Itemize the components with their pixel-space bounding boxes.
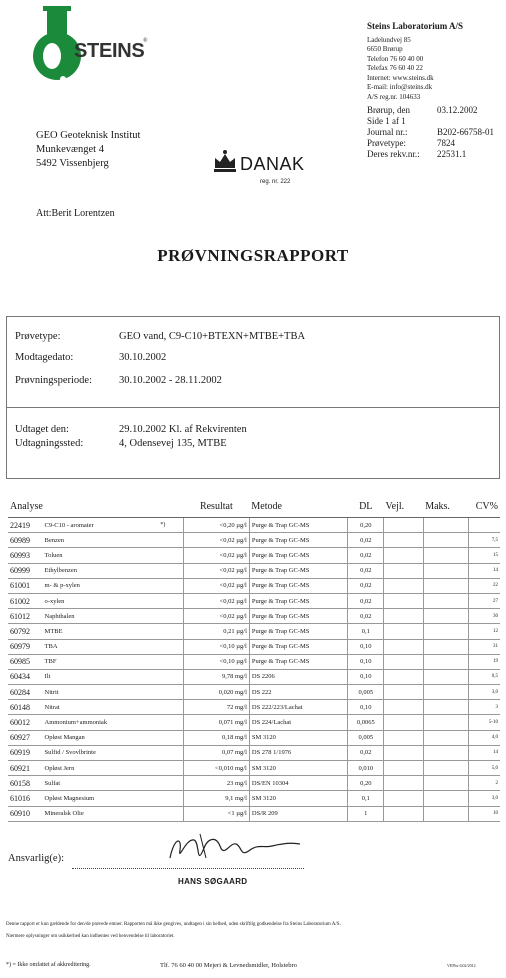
analysis-note — [158, 654, 183, 669]
brand-registered-mark: ® — [143, 38, 148, 44]
maks-value — [423, 700, 469, 715]
maks-value — [423, 730, 469, 745]
analysis-name: Opløst Mangan — [43, 730, 159, 745]
analysis-number: 60921 — [8, 761, 43, 776]
footer-contact: Tlf. 76 60 40 00 Mejeri & Levnedsmidler, Holstebro — [160, 962, 297, 969]
sampled-date-label: Udtaget den: — [15, 424, 69, 435]
table-row — [8, 806, 500, 821]
table-row — [8, 715, 500, 730]
maks-value — [423, 518, 469, 533]
table-row — [8, 791, 500, 806]
footer-accreditation-note: *) = Ikke omfattet af akkreditering. — [6, 962, 91, 968]
analysis-name: Ammonium+ammoniak — [43, 715, 159, 730]
dl-value: 1 — [348, 806, 384, 821]
result-value: 0,21 µg/l — [183, 624, 249, 639]
analysis-number: 60979 — [8, 639, 43, 654]
vejl-value — [384, 730, 424, 745]
attention-line: Att:Berit Lorentzen — [36, 208, 115, 219]
dl-value: 0,02 — [348, 563, 384, 578]
table-row — [8, 730, 500, 745]
vejl-value — [384, 776, 424, 791]
header-analyse: Analyse — [8, 499, 183, 518]
maks-value — [423, 578, 469, 593]
dl-value: 0,10 — [348, 639, 384, 654]
result-value: <0,02 µg/l — [183, 548, 249, 563]
cv-value: 0,5 — [469, 669, 500, 684]
sampling-info-box — [6, 407, 500, 479]
analysis-note — [158, 639, 183, 654]
recipient-line: GEO Geoteknisk Institut — [36, 130, 141, 141]
maks-value — [423, 654, 469, 669]
lab-detail: Journal nr.: B202-66758-01 — [367, 127, 494, 137]
result-value: <0,02 µg/l — [183, 593, 249, 608]
dl-value: 0,20 — [348, 518, 384, 533]
analysis-number: 61001 — [8, 578, 43, 593]
dl-value: 0,02 — [348, 745, 384, 760]
vejl-value — [384, 548, 424, 563]
analysis-note — [158, 776, 183, 791]
recipient-line: Munkevænget 4 — [36, 144, 104, 155]
table-row — [8, 578, 500, 593]
analysis-name: m- & p-xylen — [43, 578, 159, 593]
dl-value: 0,02 — [348, 533, 384, 548]
cv-value: 4,0 — [469, 730, 500, 745]
responsible-label: Ansvarlig(e): — [8, 853, 64, 864]
vejl-value — [384, 745, 424, 760]
table-row — [8, 593, 500, 608]
vejl-value — [384, 761, 424, 776]
received-date-label: Modtagedato: — [15, 352, 74, 363]
table-row — [8, 745, 500, 760]
crown-icon — [212, 148, 238, 174]
analysis-note — [158, 761, 183, 776]
vejl-value — [384, 791, 424, 806]
maks-value — [423, 776, 469, 791]
analysis-name: Sulfat — [43, 776, 159, 791]
method-value: Purge & Trap GC-MS — [249, 548, 348, 563]
report-title: PRØVNINGSRAPPORT — [157, 246, 349, 265]
method-value: SM 3120 — [249, 791, 348, 806]
result-value: 23 mg/l — [183, 776, 249, 791]
lab-detail: Prøvetype: 7824 — [367, 138, 455, 148]
test-period-label: Prøvningsperiode: — [15, 375, 92, 386]
analysis-note — [158, 578, 183, 593]
dl-value: 0,0065 — [348, 715, 384, 730]
analysis-name: TBA — [43, 639, 159, 654]
recipient-line: 5492 Vissenbjerg — [36, 158, 109, 169]
method-value: DS 222/223/Lachat — [249, 700, 348, 715]
maks-value — [423, 791, 469, 806]
analysis-number: 22419 — [8, 518, 43, 533]
method-value: SM 3120 — [249, 730, 348, 745]
method-value: DS 2206 — [249, 669, 348, 684]
vejl-value — [384, 639, 424, 654]
dl-value: 0,1 — [348, 624, 384, 639]
dl-value: 0,005 — [348, 685, 384, 700]
analysis-note — [158, 548, 183, 563]
analysis-name: Nitrit — [43, 685, 159, 700]
vejl-value — [384, 685, 424, 700]
method-value: Purge & Trap GC-MS — [249, 533, 348, 548]
analysis-number: 61016 — [8, 791, 43, 806]
dl-value: 0,02 — [348, 609, 384, 624]
result-value: <0,20 µg/l — [183, 518, 249, 533]
analysis-number: 60012 — [8, 715, 43, 730]
maks-value — [423, 669, 469, 684]
footer-disclaimer: Denne rapport er kun gældende for den/de prøvede emner. Rapporten må ikke gengives, undtagen i sin helhed, uden skriftlig godkendelse fra Steins Laboratorium A/S. — [6, 922, 341, 927]
analysis-note — [158, 715, 183, 730]
sampling-place-value: 4, Odensevej 135, MTBE — [119, 438, 227, 449]
table-row — [8, 669, 500, 684]
maks-value — [423, 806, 469, 821]
table-row — [8, 518, 500, 533]
result-value: <0,02 µg/l — [183, 609, 249, 624]
analysis-number: 60993 — [8, 548, 43, 563]
result-value: <0,02 µg/l — [183, 533, 249, 548]
analysis-note — [158, 609, 183, 624]
lab-line: Telefax 76 60 40 22 — [367, 64, 423, 72]
dl-value: 0,10 — [348, 669, 384, 684]
analysis-name: Naphthalen — [43, 609, 159, 624]
header-cv: CV% — [469, 499, 500, 518]
cv-value: 15 — [469, 548, 500, 563]
dl-value: 0,005 — [348, 730, 384, 745]
header-dl: DL — [348, 499, 384, 518]
table-row — [8, 624, 500, 639]
vejl-value — [384, 806, 424, 821]
analysis-number: 60284 — [8, 685, 43, 700]
cv-value: 22 — [469, 578, 500, 593]
lab-line: Telefon 76 60 40 00 — [367, 54, 424, 63]
maks-value — [423, 685, 469, 700]
method-value: Purge & Trap GC-MS — [249, 593, 348, 608]
cv-value: 5-10 — [469, 715, 500, 730]
vejl-value — [384, 715, 424, 730]
analysis-name: TBF — [43, 654, 159, 669]
lab-detail: Deres rekv.nr.: 22531.1 — [367, 149, 467, 159]
maks-value — [423, 563, 469, 578]
vejl-value — [384, 593, 424, 608]
signer-name: HANS SØGAARD — [178, 877, 248, 886]
analysis-note — [158, 593, 183, 608]
analysis-number: 60999 — [8, 563, 43, 578]
analysis-name: Opløst Jern — [43, 761, 159, 776]
method-value: Purge & Trap GC-MS — [249, 654, 348, 669]
maks-value — [423, 745, 469, 760]
test-period-value: 30.10.2002 - 28.11.2002 — [119, 375, 222, 386]
cv-value: 12 — [469, 624, 500, 639]
analysis-note — [158, 745, 183, 760]
lab-info — [367, 22, 502, 160]
brand-name: STEINS — [74, 40, 145, 62]
analysis-number: 60927 — [8, 730, 43, 745]
method-value: Purge & Trap GC-MS — [249, 518, 348, 533]
lab-line: Ladelundvej 85 — [367, 35, 411, 44]
lab-line: A/S reg.nr. 104633 — [367, 92, 421, 101]
analysis-number: 60148 — [8, 700, 43, 715]
maks-value — [423, 593, 469, 608]
dl-value: 0,02 — [348, 593, 384, 608]
vejl-value — [384, 578, 424, 593]
analysis-note: *) — [158, 518, 183, 533]
analysis-note — [158, 791, 183, 806]
analysis-note — [158, 806, 183, 821]
analysis-name: Sulfid / Svovlbrinte — [43, 745, 159, 760]
sample-type-value: GEO vand, C9-C10+BTEXN+MTBE+TBA — [119, 331, 306, 342]
dl-value: 0,20 — [348, 776, 384, 791]
analysis-name: o-xylen — [43, 593, 159, 608]
method-value: Purge & Trap GC-MS — [249, 563, 348, 578]
result-value: 0,18 mg/l — [183, 730, 249, 745]
header-maks: Maks. — [423, 499, 469, 518]
cv-value: 30 — [469, 609, 500, 624]
dl-value: 0,10 — [348, 654, 384, 669]
method-value: Purge & Trap GC-MS — [249, 578, 348, 593]
analysis-number: 60989 — [8, 533, 43, 548]
method-value: Purge & Trap GC-MS — [249, 609, 348, 624]
method-value: DS/EN 10304 — [249, 776, 348, 791]
vejl-value — [384, 700, 424, 715]
analysis-number: 60910 — [8, 806, 43, 821]
dl-value: 0,10 — [348, 700, 384, 715]
result-value: 0,071 mg/l — [183, 715, 249, 730]
analysis-note — [158, 563, 183, 578]
analysis-note — [158, 533, 183, 548]
result-value: <0,010 mg/l — [183, 761, 249, 776]
vejl-value — [384, 518, 424, 533]
method-value: Purge & Trap GC-MS — [249, 624, 348, 639]
footer-code: VEFhv:G02/2012 — [447, 963, 476, 968]
danak-reg: reg. nr. 222 — [260, 179, 291, 185]
result-value: 72 mg/l — [183, 700, 249, 715]
analysis-name: Nitrat — [43, 700, 159, 715]
cv-value: 19 — [469, 654, 500, 669]
analysis-number: 60792 — [8, 624, 43, 639]
lab-line: 6650 Brørup — [367, 45, 403, 53]
analysis-name: Mineralsk Olie — [43, 806, 159, 821]
maks-value — [423, 609, 469, 624]
table-row — [8, 609, 500, 624]
method-value: SM 3120 — [249, 761, 348, 776]
cv-value: 7,5 — [469, 533, 500, 548]
analysis-name: Ilt — [43, 669, 159, 684]
cv-value: 3,0 — [469, 791, 500, 806]
vejl-value — [384, 654, 424, 669]
cv-value: 2 — [469, 776, 500, 791]
cv-value: 10 — [469, 806, 500, 821]
analysis-note — [158, 700, 183, 715]
signature-icon — [160, 828, 310, 874]
cv-value: 14 — [469, 563, 500, 578]
table-row — [8, 563, 500, 578]
table-row — [8, 700, 500, 715]
maks-value — [423, 761, 469, 776]
cv-value: 3,0 — [469, 685, 500, 700]
vejl-value — [384, 669, 424, 684]
cv-value — [469, 518, 500, 533]
sample-type-label: Prøvetype: — [15, 331, 61, 342]
maks-value — [423, 715, 469, 730]
result-value: <0,10 µg/l — [183, 639, 249, 654]
analysis-name: Ethylbenzen — [43, 563, 159, 578]
result-value: 0,020 mg/l — [183, 685, 249, 700]
analysis-note — [158, 685, 183, 700]
recipient-address — [36, 129, 140, 171]
vejl-value — [384, 533, 424, 548]
dl-value: 0,02 — [348, 578, 384, 593]
analysis-number: 60985 — [8, 654, 43, 669]
analysis-number: 60919 — [8, 745, 43, 760]
sampling-place-label: Udtagningssted: — [15, 438, 84, 449]
analysis-name: Opløst Magnesium — [43, 791, 159, 806]
method-value: DS/R 209 — [249, 806, 348, 821]
header-metode: Metode — [249, 499, 348, 518]
header-resultat: Resultat — [183, 499, 249, 518]
analysis-name: Toluen — [43, 548, 159, 563]
results-body — [8, 518, 500, 822]
maks-value — [423, 533, 469, 548]
danak-mark — [212, 148, 305, 185]
vejl-value — [384, 609, 424, 624]
maks-value — [423, 639, 469, 654]
table-row — [8, 639, 500, 654]
analysis-name: C9-C10 - aromater — [43, 518, 159, 533]
analysis-note — [158, 624, 183, 639]
result-value: <0,02 µg/l — [183, 578, 249, 593]
method-value: DS 224/Lachat — [249, 715, 348, 730]
analysis-name: Benzen — [43, 533, 159, 548]
method-value: DS 222 — [249, 685, 348, 700]
vejl-value — [384, 624, 424, 639]
dl-value: 0,02 — [348, 548, 384, 563]
sampled-date-value: 29.10.2002 Kl. af Rekvirenten — [119, 424, 247, 435]
analysis-note — [158, 730, 183, 745]
maks-value — [423, 548, 469, 563]
received-date-value: 30.10.2002 — [119, 352, 167, 363]
table-row — [8, 654, 500, 669]
table-row — [8, 533, 500, 548]
result-value: 9,1 mg/l — [183, 791, 249, 806]
cv-value: 3 — [469, 700, 500, 715]
sample-info-box — [6, 316, 500, 408]
table-row — [8, 776, 500, 791]
result-value: 0,07 mg/l — [183, 745, 249, 760]
vejl-value — [384, 563, 424, 578]
table-row — [8, 548, 500, 563]
cv-value: 14 — [469, 745, 500, 760]
analysis-number: 60434 — [8, 669, 43, 684]
lab-detail: Side 1 af 1 — [367, 116, 406, 126]
analysis-number: 61002 — [8, 593, 43, 608]
cv-value: 5,0 — [469, 761, 500, 776]
table-row — [8, 761, 500, 776]
table-row — [8, 685, 500, 700]
result-value: <0,10 µg/l — [183, 654, 249, 669]
cv-value: 31 — [469, 639, 500, 654]
dl-value: 0,010 — [348, 761, 384, 776]
analysis-number: 60158 — [8, 776, 43, 791]
maks-value — [423, 624, 469, 639]
result-value: 9,78 mg/l — [183, 669, 249, 684]
lab-detail: Brørup, den 03.12.2002 — [367, 105, 478, 115]
results-header-row — [8, 499, 500, 518]
method-value: Purge & Trap GC-MS — [249, 639, 348, 654]
analysis-note — [158, 669, 183, 684]
cv-value: 27 — [469, 593, 500, 608]
lab-line: Internet: www.steins.dk — [367, 73, 434, 82]
result-value: <1 µg/l — [183, 806, 249, 821]
lab-line: E-mail: info@steins.dk — [367, 83, 433, 91]
danak-word: DANAK — [240, 154, 305, 174]
lab-name: Steins Laboratorium A/S — [367, 21, 464, 31]
result-value: <0,02 µg/l — [183, 563, 249, 578]
method-value: DS 278 1/1976 — [249, 745, 348, 760]
analysis-name: MTBE — [43, 624, 159, 639]
footer-uncertainty-note: Nærmere oplysninger om usikkerhed kan indhentes ved henvendelse til laboratoriet. — [6, 934, 175, 939]
header-vejl: Vejl. — [384, 499, 424, 518]
results-table — [8, 499, 500, 822]
dl-value: 0,1 — [348, 791, 384, 806]
analysis-number: 61012 — [8, 609, 43, 624]
